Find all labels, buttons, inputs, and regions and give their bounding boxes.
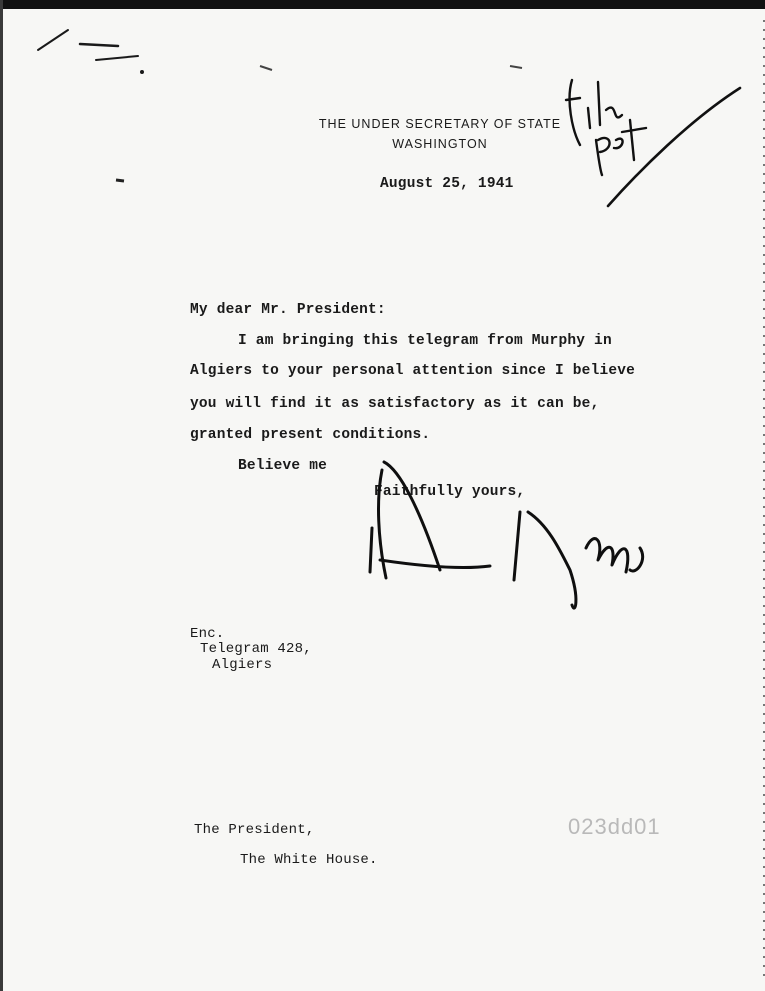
letterhead-city: WASHINGTON: [392, 137, 488, 151]
archive-stamp: 023dd01: [568, 814, 661, 839]
letter-date: August 25, 1941: [380, 176, 514, 192]
signature: [370, 462, 643, 608]
ink-speck: [116, 180, 124, 181]
closing-believe: Believe me: [238, 458, 328, 474]
body-line-3: you will find it as satisfactory as it can be,: [190, 396, 600, 412]
closing-faithfully: Faithfully yours,: [374, 484, 526, 500]
ink-speck: [510, 66, 522, 68]
address-line-1: The President,: [194, 822, 315, 838]
body-line-1: I am bringing this telegram from Murphy in: [238, 333, 612, 349]
body-line-2: Algiers to your personal attention since I believe: [190, 363, 636, 379]
letterhead-title: THE UNDER SECRETARY OF STATE: [318, 117, 562, 131]
body-line-4: granted present conditions.: [190, 427, 431, 443]
salutation: My dear Mr. President:: [190, 302, 386, 318]
enclosure-line-2: Algiers: [212, 657, 273, 673]
enclosure-label: Enc.: [190, 626, 225, 642]
diagonal-check-stroke: [608, 88, 740, 206]
address-line-2: The White House.: [240, 852, 378, 868]
enclosure-line-1: Telegram 428,: [200, 641, 312, 657]
file-note-handwriting: [566, 80, 646, 175]
top-left-scribble: [38, 30, 144, 74]
ink-speck: [260, 66, 272, 70]
